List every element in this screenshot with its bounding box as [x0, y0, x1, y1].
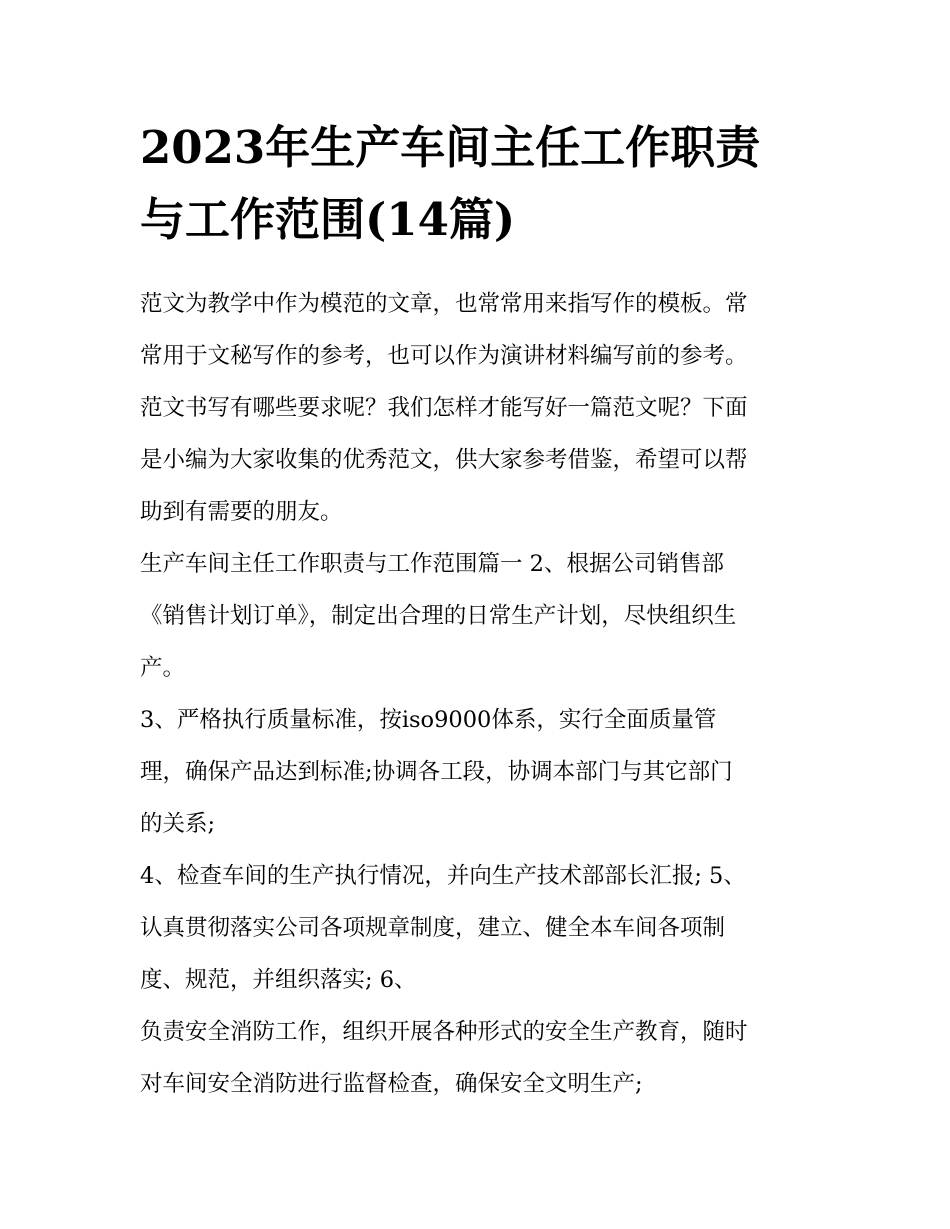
title-line-1: 2023年生产车间主任工作职责	[140, 121, 761, 174]
text-line: 理，确保产品达到标准;协调各工段，协调本部门与其它部门	[140, 759, 733, 785]
text-line: 生产车间主任工作职责与工作范围篇一 2、根据公司销售部	[140, 551, 724, 577]
text-line: 范文书写有哪些要求呢？我们怎样才能写好一篇范文呢？下面	[140, 395, 748, 421]
text-line: 《销售计划订单》，制定出合理的日常生产计划，尽快组织生	[140, 603, 737, 629]
text-line: 4、检查车间的生产执行情况，并向生产技术部部长汇报; 5、	[140, 863, 746, 889]
paragraph-item-2	[140, 538, 812, 694]
title-line-2: 与工作范围(14篇)	[140, 193, 516, 246]
text-line: 产。	[140, 655, 186, 681]
text-line: 助到有需要的朋友。	[140, 499, 343, 525]
paragraph-intro	[140, 278, 812, 538]
text-line: 3、严格执行质量标准，按iso9000体系，实行全面质量管	[140, 707, 717, 733]
paragraph-item-4	[140, 850, 812, 1006]
paragraph-item-3	[140, 694, 812, 850]
text-line: 对车间安全消防进行监督检查，确保安全文明生产;	[140, 1071, 643, 1097]
paragraph-safety	[140, 1006, 812, 1110]
text-line: 认真贯彻落实公司各项规章制度，建立、健全本车间各项制	[140, 915, 726, 941]
text-line: 的关系;	[140, 811, 216, 837]
document-title	[140, 112, 812, 256]
text-line: 是小编为大家收集的优秀范文，供大家参考借鉴，希望可以帮	[140, 447, 748, 473]
text-line: 负责安全消防工作，组织开展各种形式的安全生产教育，随时	[140, 1019, 748, 1045]
text-line: 范文为教学中作为模范的文章，也常常用来指写作的模板。常	[140, 291, 748, 317]
text-line: 常用于文秘写作的参考，也可以作为演讲材料编写前的参考。	[140, 343, 748, 369]
document-body	[140, 112, 812, 1110]
text-line: 度、规范，并组织落实; 6、	[140, 967, 417, 993]
